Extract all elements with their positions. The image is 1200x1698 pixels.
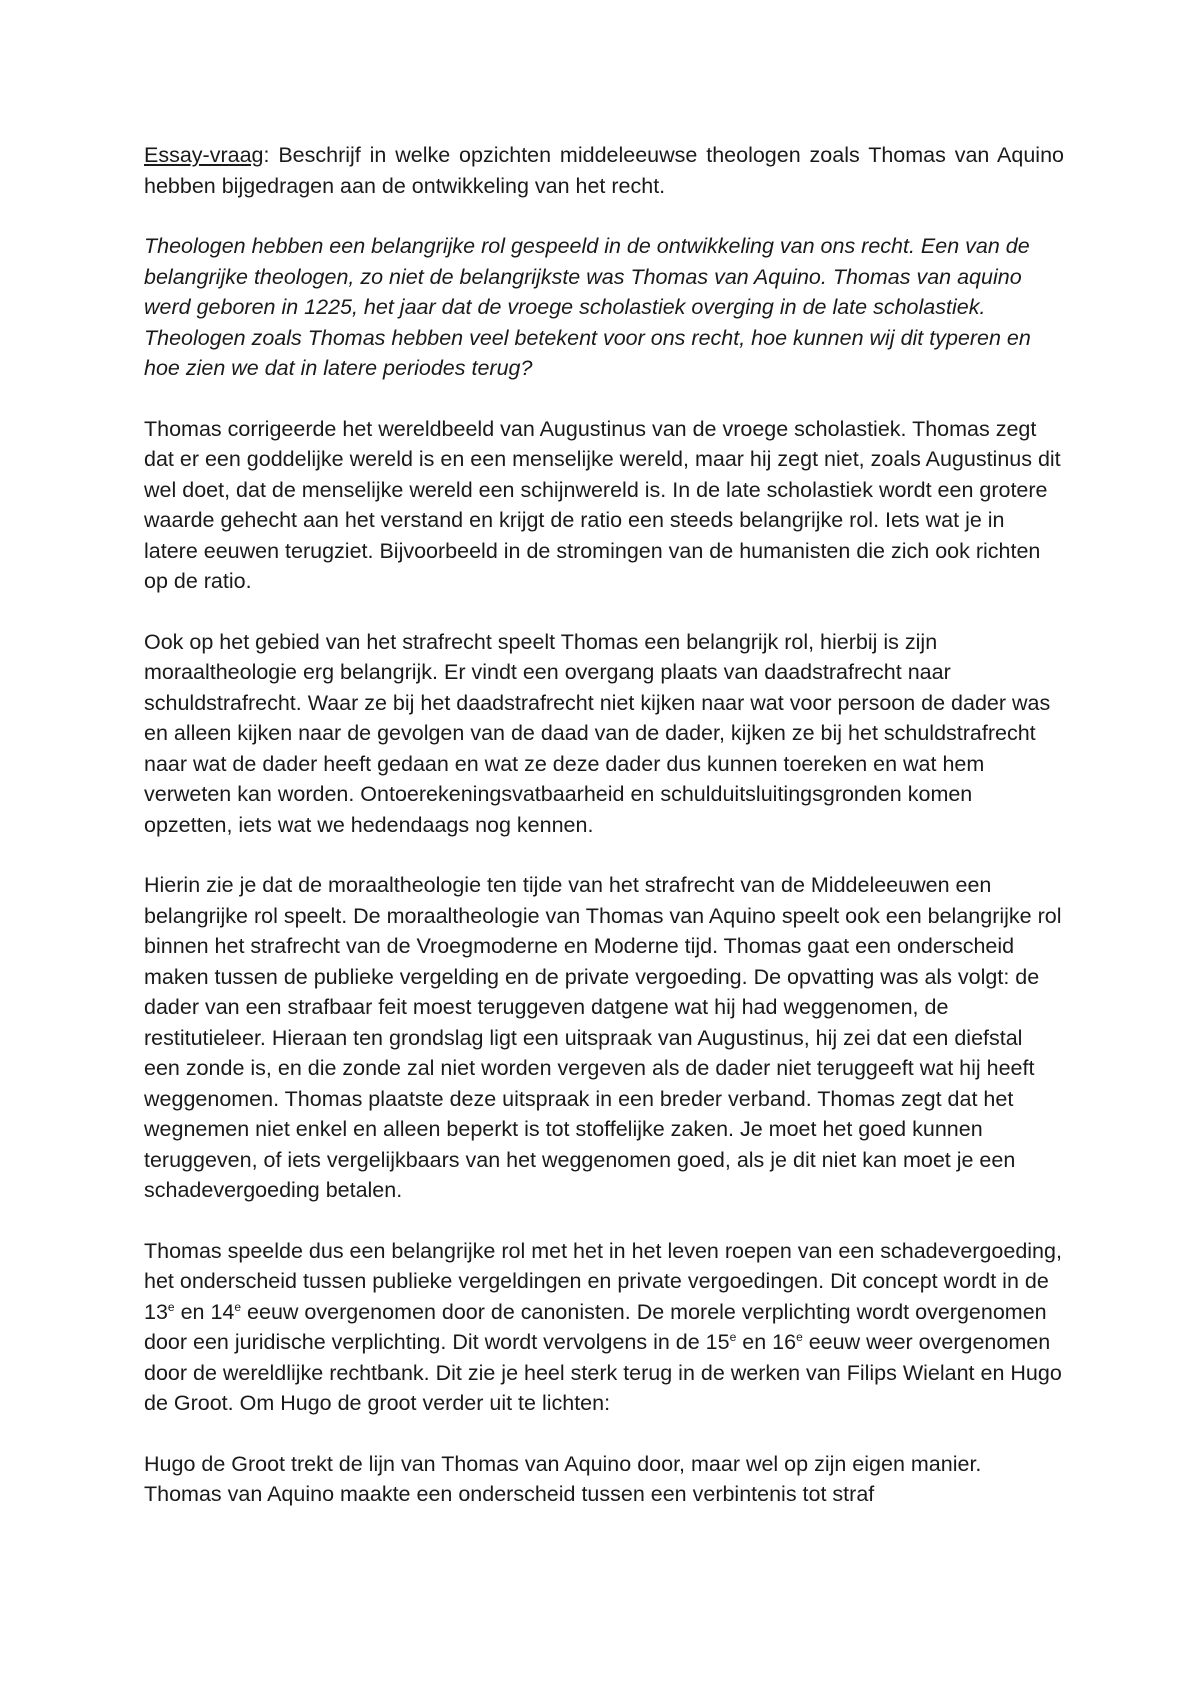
document-page — [144, 140, 1064, 1540]
p4-text-1: Thomas speelde dus een belangrijke rol met het in het leven roepen van een schadevergoeding, het onderscheid tussen publieke vergeldingen en private vergoedingen. Dit concept wordt in de 13 — [144, 1238, 1062, 1324]
p4-text-2: en 14 — [174, 1299, 235, 1324]
p4-text-5: eeuw weer overgenomen door de wereldlijke rechtbank. Dit zie je heel sterk terug in de werken van Filips Wielant en Hugo de Groot. Om Hugo de groot verder uit te lichten: — [144, 1330, 1062, 1415]
essay-question — [144, 140, 1064, 201]
body-paragraph-3: Hierin zie je dat de moraaltheologie ten tijde van het strafrecht van de Middeleeuwen een belangrijke rol speelt. De moraaltheologie van Thomas van Aquino speelt ook een belangrijke rol binnen het strafrecht van de Vroegmoderne en Moderne tijd. Thomas gaat een onderscheid maken tussen de publieke vergelding en de private vergoeding. De opvatting was als volgt: de dader van een strafbaar feit moest teruggeven datgene wat hij had weggenomen, de restitutieleer. Hieraan ten grondslag ligt een uitspraak van Augustinus, hij zei dat een diefstal een zonde is, en die zonde zal niet worden vergeven als de dader niet teruggeeft wat hij heeft weggenomen. Thomas plaatste deze uitspraak in een breder verband. Thomas zegt dat het wegnemen niet enkel en alleen beperkt is tot stoffelijke zaken. Je moet het goed kunnen teruggeven, of iets vergelijkbaars van het weggenomen goed, als je dit niet kan moet je een schadevergoeding betalen. — [144, 873, 1062, 1202]
body-paragraph-4 — [144, 1236, 1064, 1419]
intro-paragraph: Theologen hebben een belangrijke rol gespeeld in de ontwikkeling van ons recht. Een van de belangrijke theologen, zo niet de belangrijkste was Thomas van Aquino. Thomas van aquino werd geboren in 1225, het jaar dat de vroege scholastiek overging in de late scholastiek. Theologen zoals Thomas hebben veel betekent voor ons recht, hoe kunnen wij dit typeren en hoe zien we dat in latere periodes terug? — [144, 234, 1031, 380]
p4-sup-1: e — [167, 1299, 175, 1314]
p4-text-3: eeuw overgenomen door de canonisten. De morele verplichting wordt overgenomen door een juridische verplichting. Dit wordt vervolgens in de 15 — [144, 1299, 1047, 1354]
body-paragraph-1: Thomas corrigeerde het wereldbeeld van Augustinus van de vroege scholastiek. Thomas zegt dat er een goddelijke wereld is en een menselijke wereld, maar hij zegt niet, zoals Augustinus dit wel doet, dat de menselijke wereld een schijnwereld is. In de late scholastiek wordt een grotere waarde gehecht aan het verstand en krijgt de ratio een steeds belangrijke rol. Iets wat je in latere eeuwen terugziet. Bijvoorbeeld in de stromingen van de humanisten die zich ook richten op de ratio. — [144, 416, 1061, 593]
essay-question-text: : Beschrijf in welke opzichten middeleeuwse theologen zoals Thomas van Aquino hebben bijgedragen aan de ontwikkeling van het recht. — [144, 143, 1064, 198]
p4-sup-2: e — [234, 1299, 242, 1314]
body-paragraph-2: Ook op het gebied van het strafrecht speelt Thomas een belangrijk rol, hierbij is zijn moraaltheologie erg belangrijk. Er vindt een overgang plaats van daadstrafrecht naar schuldstrafrecht. Waar ze bij het daadstrafrecht niet kijken naar wat voor persoon de dader was en alleen kijken naar de gevolgen van de daad van de dader, kijken ze bij het schuldstrafrecht naar wat de dader heeft gedaan en wat ze deze dader dus kunnen toereken en wat hem verweten kan worden. Ontoerekeningsvatbaarheid en schulduitsluitingsgronden komen opzetten, iets wat we hedendaags nog kennen. — [144, 629, 1051, 837]
p4-sup-3: e — [729, 1330, 737, 1344]
p4-text-4: en 16 — [736, 1330, 797, 1354]
body-paragraph-5: Hugo de Groot trekt de lijn van Thomas van Aquino door, maar wel op zijn eigen manier. Thomas van Aquino maakte een onderscheid tussen een verbintenis tot straf — [144, 1451, 982, 1506]
p4-sup-4: e — [796, 1330, 803, 1344]
essay-question-label: Essay-vraag — [144, 143, 264, 167]
